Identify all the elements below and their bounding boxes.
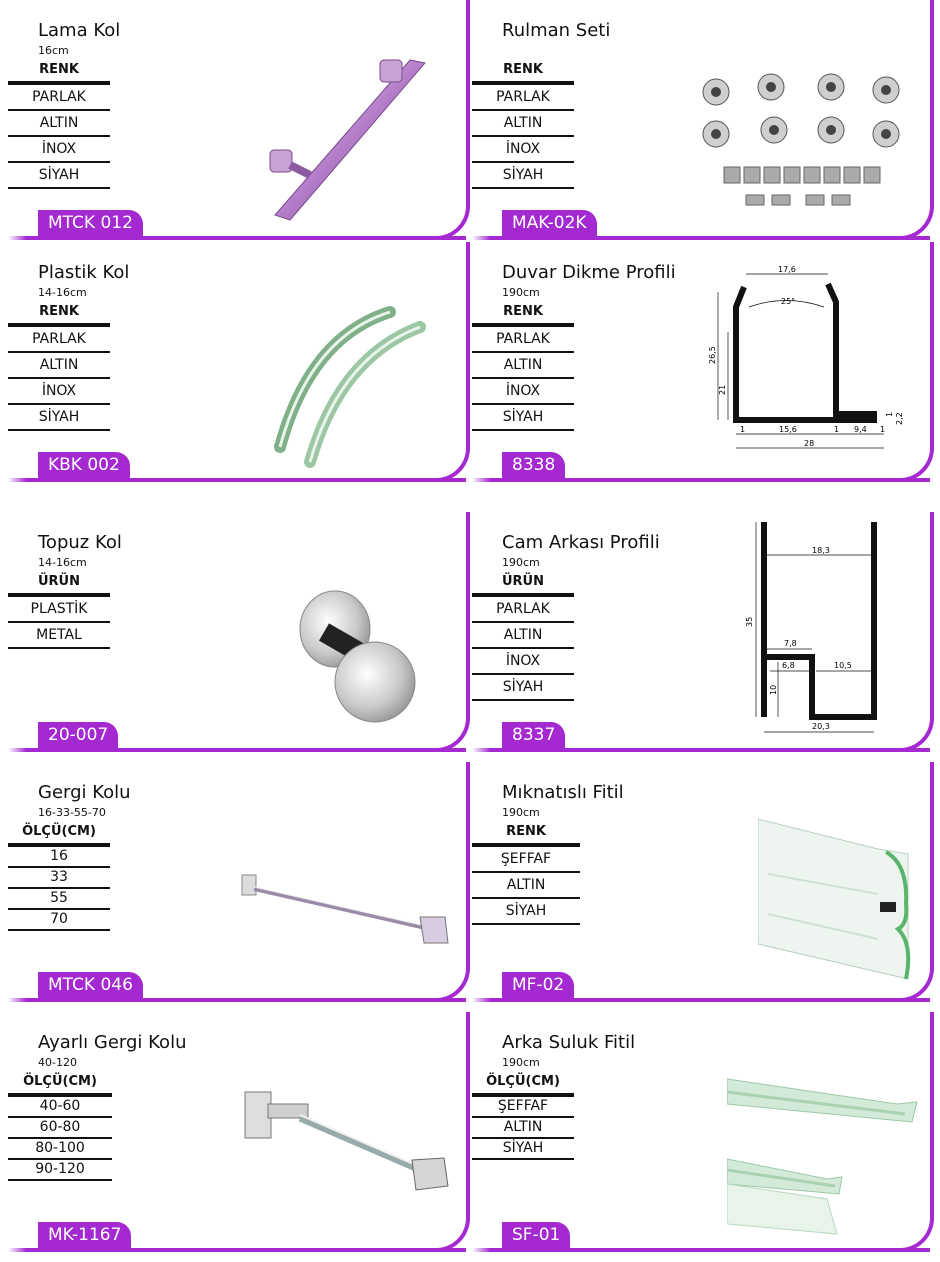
option-table	[472, 824, 580, 925]
product-size: 190cm	[502, 556, 540, 569]
option-table	[472, 62, 574, 189]
support-bar-image	[240, 867, 460, 957]
product-card	[472, 512, 934, 752]
option-table	[8, 574, 110, 649]
option-row: ALTIN	[8, 111, 110, 137]
option-row: PARLAK	[472, 327, 574, 353]
dim-label: 28	[804, 439, 815, 448]
option-table	[8, 304, 110, 431]
dim-label: 18,3	[812, 546, 830, 555]
product-size: 190cm	[502, 286, 540, 299]
product-size: 190cm	[502, 1056, 540, 1069]
option-row: 90-120	[8, 1160, 112, 1181]
option-row: SİYAH	[472, 1139, 574, 1160]
option-row: 70	[8, 910, 110, 931]
option-table	[8, 62, 110, 189]
product-code-badge: 20-007	[38, 722, 118, 748]
glass-back-profile-drawing	[734, 517, 904, 742]
dim-label: 20,3	[812, 722, 830, 731]
product-title: Rulman Seti	[502, 20, 611, 41]
product-code-badge: MF-02	[502, 972, 574, 998]
option-row: PARLAK	[8, 85, 110, 111]
option-header: ÖLÇÜ(CM)	[8, 824, 110, 847]
product-title: Gergi Kolu	[38, 782, 131, 803]
product-card	[8, 1012, 470, 1252]
magnetic-seal-image	[758, 814, 918, 984]
product-code-badge: MK-1167	[38, 1222, 131, 1248]
option-row: ALTIN	[8, 353, 110, 379]
option-header: RENK	[472, 824, 580, 847]
option-header: RENK	[8, 62, 110, 85]
dim-label: 17,6	[778, 265, 796, 274]
product-card	[8, 762, 470, 1002]
water-seal-image	[727, 1074, 922, 1244]
option-table	[472, 574, 574, 701]
dim-label: 1	[880, 425, 886, 434]
roller-set-image	[696, 62, 916, 212]
lama-handle-image	[260, 55, 450, 225]
option-row: SİYAH	[8, 405, 110, 431]
option-header: ÜRÜN	[8, 574, 110, 597]
product-title: Mıknatıslı Fitil	[502, 782, 624, 803]
product-code-badge: SF-01	[502, 1222, 570, 1248]
product-code-badge: 8338	[502, 452, 565, 478]
option-row: SİYAH	[472, 163, 574, 189]
option-row: ŞEFFAF	[472, 847, 580, 873]
dim-label: 2,2	[895, 412, 904, 425]
product-size: 14-16cm	[38, 286, 87, 299]
product-size: 14-16cm	[38, 556, 87, 569]
option-table	[8, 1074, 112, 1181]
option-row: PLASTİK	[8, 597, 110, 623]
option-header: ÖLÇÜ(CM)	[8, 1074, 112, 1097]
wall-profile-drawing	[694, 262, 914, 462]
product-title: Plastik Kol	[38, 262, 130, 283]
option-row: PARLAK	[472, 85, 574, 111]
dim-label: 10,5	[834, 661, 852, 670]
option-table	[8, 824, 110, 931]
dim-label: 1	[885, 411, 894, 417]
product-size: 190cm	[502, 806, 540, 819]
product-code-badge: KBK 002	[38, 452, 130, 478]
dim-label: 21	[718, 384, 727, 395]
option-row: 40-60	[8, 1097, 112, 1118]
product-card	[472, 762, 934, 1002]
option-row: PARLAK	[472, 597, 574, 623]
option-row: 80-100	[8, 1139, 112, 1160]
option-row: ALTIN	[472, 623, 574, 649]
product-card	[8, 0, 470, 240]
product-card	[8, 512, 470, 752]
product-code-badge: MAK-02K	[502, 210, 597, 236]
option-row: SİYAH	[472, 899, 580, 925]
dim-label: 26,5	[708, 346, 717, 364]
option-header: RENK	[8, 304, 110, 327]
product-title: Duvar Dikme Profili	[502, 262, 676, 283]
product-size: 16cm	[38, 44, 69, 57]
option-row: 60-80	[8, 1118, 112, 1139]
option-row: İNOX	[8, 137, 110, 163]
option-header: ÜRÜN	[472, 574, 574, 597]
option-row: 16	[8, 847, 110, 868]
product-card	[8, 242, 470, 482]
dim-label: 1	[834, 425, 840, 434]
option-row: İNOX	[472, 649, 574, 675]
product-card	[472, 1012, 934, 1252]
option-row: İNOX	[8, 379, 110, 405]
option-header: RENK	[472, 304, 574, 327]
option-row: İNOX	[472, 379, 574, 405]
option-row: SİYAH	[472, 405, 574, 431]
product-code-badge: MTCK 012	[38, 210, 143, 236]
option-row: METAL	[8, 623, 110, 649]
product-code-badge: MTCK 046	[38, 972, 143, 998]
adjustable-support-bar-image	[240, 1082, 460, 1202]
knob-handle-image	[290, 587, 430, 727]
option-row: ALTIN	[472, 111, 574, 137]
product-title: Cam Arkası Profili	[502, 532, 660, 553]
option-row: 55	[8, 889, 110, 910]
option-row: SİYAH	[472, 675, 574, 701]
dim-label: 9,4	[854, 425, 867, 434]
product-title: Arka Suluk Fitil	[502, 1032, 636, 1053]
plastic-handle-image	[270, 297, 450, 472]
option-table	[472, 304, 574, 431]
option-row: PARLAK	[8, 327, 110, 353]
option-row: ALTIN	[472, 1118, 574, 1139]
product-title: Topuz Kol	[38, 532, 122, 553]
dim-label: 6,8	[782, 661, 795, 670]
dim-label: 25°	[781, 297, 796, 306]
option-header: ÖLÇÜ(CM)	[472, 1074, 574, 1097]
dim-label: 7,8	[784, 639, 797, 648]
option-table	[472, 1074, 574, 1160]
product-size: 16-33-55-70	[38, 806, 106, 819]
option-row: ALTIN	[472, 353, 574, 379]
product-card	[472, 242, 934, 482]
dim-label: 1	[740, 425, 746, 434]
product-title: Lama Kol	[38, 20, 121, 41]
product-card	[472, 0, 934, 240]
option-row: 33	[8, 868, 110, 889]
option-row: SİYAH	[8, 163, 110, 189]
option-row: İNOX	[472, 137, 574, 163]
option-header: RENK	[472, 62, 574, 85]
dim-label: 10	[769, 684, 778, 695]
product-size: 40-120	[38, 1056, 77, 1069]
option-row: ŞEFFAF	[472, 1097, 574, 1118]
product-title: Ayarlı Gergi Kolu	[38, 1032, 187, 1053]
product-code-badge: 8337	[502, 722, 565, 748]
dim-label: 35	[745, 616, 754, 627]
dim-label: 15,6	[779, 425, 797, 434]
option-row: ALTIN	[472, 873, 580, 899]
